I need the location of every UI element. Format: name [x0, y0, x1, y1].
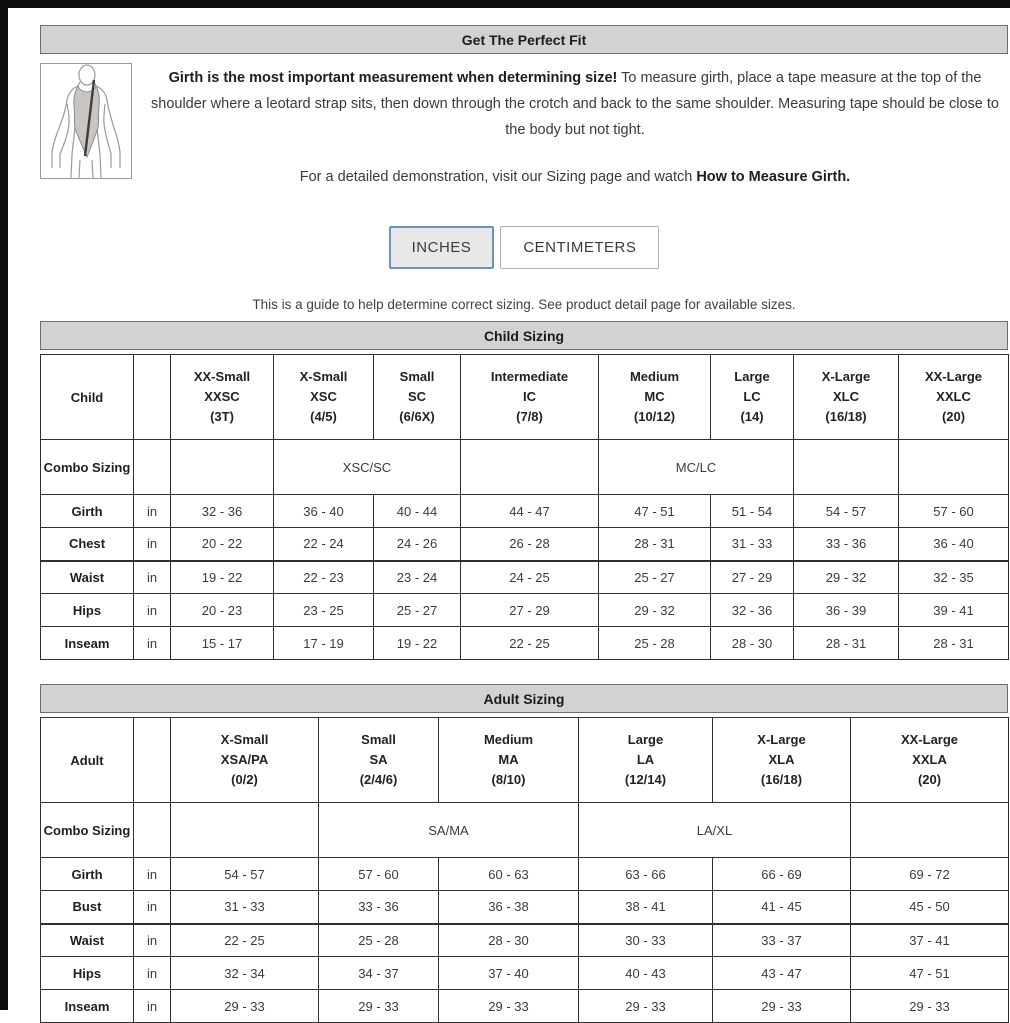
value-cell: 69 - 72 [851, 858, 1009, 891]
size-name: Large [627, 732, 664, 747]
value-cell: 25 - 27 [374, 594, 461, 627]
unit-cell: in [134, 957, 171, 990]
demo-line-bold: How to Measure Girth. [696, 169, 851, 185]
value-cell: 29 - 32 [794, 561, 899, 594]
measurement-label: Girth [41, 858, 134, 891]
value-cell: 38 - 41 [579, 891, 713, 924]
value-cell: 20 - 22 [171, 528, 274, 561]
value-cell: 30 - 33 [579, 924, 713, 957]
unit-cell: in [134, 990, 171, 1023]
centimeters-button[interactable]: CENTIMETERS [500, 226, 659, 269]
size-code: XXLC [936, 389, 971, 404]
girth-instructions-paragraph [144, 65, 1006, 143]
value-cell: 31 - 33 [711, 528, 794, 561]
value-cell: 34 - 37 [319, 957, 439, 990]
value-cell: 32 - 36 [711, 594, 794, 627]
measurement-label: Chest [41, 528, 134, 561]
value-cell: 28 - 31 [899, 627, 1009, 660]
table-row [41, 990, 1009, 1023]
value-cell: 37 - 41 [851, 924, 1009, 957]
value-cell: 25 - 27 [599, 561, 711, 594]
size-column-header [794, 355, 899, 440]
value-cell: 27 - 29 [461, 594, 599, 627]
value-cell: 27 - 29 [711, 561, 794, 594]
leotard-figure-image [40, 63, 132, 179]
sizing-guide-note: This is a guide to help determine correct sizing. See product detail page for available sizes. [252, 297, 796, 312]
combo-cell [461, 440, 599, 495]
measurement-label: Waist [41, 561, 134, 594]
measurement-label: Inseam [41, 627, 134, 660]
table-row [41, 495, 1009, 528]
value-cell: 25 - 28 [599, 627, 711, 660]
size-code: XSA/PA [220, 752, 269, 767]
demo-line-text: For a detailed demonstration, visit our Sizing page and watch [299, 169, 697, 185]
measurement-label: Hips [41, 957, 134, 990]
value-cell: 36 - 40 [274, 495, 374, 528]
size-code: XSC [310, 389, 337, 404]
value-cell: 60 - 63 [439, 858, 579, 891]
value-cell: 23 - 24 [374, 561, 461, 594]
size-code: SA [369, 752, 388, 767]
value-cell: 29 - 33 [851, 990, 1009, 1023]
child-label: Child [41, 355, 134, 440]
size-code: LA [636, 752, 655, 767]
combo-cell: SA/MA [319, 803, 579, 858]
value-cell: 43 - 47 [713, 957, 851, 990]
measurement-label: Hips [41, 594, 134, 627]
size-name: Small [399, 369, 435, 384]
size-code: XLC [833, 389, 859, 404]
table-row [41, 891, 1009, 924]
size-column-header [899, 355, 1009, 440]
size-name: XX-Large [900, 732, 959, 747]
unit-header-cell [134, 355, 171, 440]
size-name: Large [734, 369, 770, 384]
combo-cell [899, 440, 1009, 495]
value-cell: 29 - 32 [599, 594, 711, 627]
value-cell: 29 - 33 [171, 990, 319, 1023]
size-name: X-Large [821, 369, 871, 384]
value-cell: 37 - 40 [439, 957, 579, 990]
value-cell: 28 - 30 [439, 924, 579, 957]
girth-instructions-bold: Girth is the most important measurement when determining size! [168, 70, 618, 86]
size-column-header [713, 718, 851, 803]
measurement-label: Waist [41, 924, 134, 957]
size-column-header [319, 718, 439, 803]
size-range: (12/14) [624, 772, 667, 787]
value-cell: 54 - 57 [794, 495, 899, 528]
value-cell: 66 - 69 [713, 858, 851, 891]
adult-sizing-title: Adult Sizing [40, 684, 1008, 713]
size-name: Intermediate [490, 369, 569, 384]
size-name: X-Large [757, 732, 806, 747]
value-cell: 39 - 41 [899, 594, 1009, 627]
table-row [41, 561, 1009, 594]
size-range: (0/2) [231, 772, 258, 787]
size-column-header [374, 355, 461, 440]
value-cell: 57 - 60 [899, 495, 1009, 528]
value-cell: 45 - 50 [851, 891, 1009, 924]
value-cell: 63 - 66 [579, 858, 713, 891]
size-name: X-Small [220, 732, 269, 747]
child-sizing-table [40, 354, 1009, 660]
frame-left-bar [0, 0, 8, 1010]
value-cell: 31 - 33 [171, 891, 319, 924]
value-cell: 54 - 57 [171, 858, 319, 891]
size-code: MC [644, 389, 665, 404]
unit-cell: in [134, 528, 171, 561]
unit-header-cell [134, 718, 171, 803]
value-cell: 26 - 28 [461, 528, 599, 561]
size-name: Medium [483, 732, 534, 747]
table-row [41, 924, 1009, 957]
unit-cell-empty [134, 803, 171, 858]
combo-cell: XSC/SC [274, 440, 461, 495]
measurement-label: Girth [41, 495, 134, 528]
size-range: (20) [941, 409, 966, 424]
size-code: SC [407, 389, 427, 404]
unit-toggle [40, 226, 1008, 269]
value-cell: 15 - 17 [171, 627, 274, 660]
size-range: (3T) [210, 409, 234, 424]
value-cell: 28 - 31 [794, 627, 899, 660]
size-column-header [439, 718, 579, 803]
unit-cell: in [134, 891, 171, 924]
size-range: (14) [740, 409, 764, 424]
combo-sizing-label: Combo Sizing [41, 803, 134, 858]
intro-section [40, 61, 1008, 190]
measurement-label: Bust [41, 891, 134, 924]
value-cell: 33 - 36 [319, 891, 439, 924]
combo-cell [851, 803, 1009, 858]
value-cell: 44 - 47 [461, 495, 599, 528]
value-cell: 40 - 43 [579, 957, 713, 990]
combo-cell: MC/LC [599, 440, 794, 495]
value-cell: 36 - 39 [794, 594, 899, 627]
table-row [41, 528, 1009, 561]
value-cell: 22 - 24 [274, 528, 374, 561]
value-cell: 40 - 44 [374, 495, 461, 528]
size-name: X-Small [299, 369, 348, 384]
unit-cell: in [134, 594, 171, 627]
value-cell: 32 - 36 [171, 495, 274, 528]
adult-sizing-section [40, 684, 1008, 1023]
size-range: (16/18) [760, 772, 803, 787]
value-cell: 32 - 34 [171, 957, 319, 990]
size-code: MA [498, 752, 519, 767]
size-range: (16/18) [825, 409, 867, 424]
size-range: (6/6X) [399, 409, 435, 424]
value-cell: 19 - 22 [171, 561, 274, 594]
size-column-header [711, 355, 794, 440]
size-code: XLA [768, 752, 795, 767]
size-header-row [41, 718, 1009, 803]
value-cell: 22 - 25 [171, 924, 319, 957]
child-sizing-title: Child Sizing [40, 321, 1008, 350]
size-name: XX-Small [193, 369, 251, 384]
value-cell: 47 - 51 [599, 495, 711, 528]
value-cell: 20 - 23 [171, 594, 274, 627]
combo-cell [794, 440, 899, 495]
value-cell: 29 - 33 [713, 990, 851, 1023]
adult-sizing-table [40, 717, 1009, 1023]
unit-cell: in [134, 561, 171, 594]
table-row [41, 594, 1009, 627]
size-range: (20) [917, 772, 942, 787]
size-range: (7/8) [516, 409, 543, 424]
value-cell: 28 - 30 [711, 627, 794, 660]
unit-cell-empty [134, 440, 171, 495]
combo-cell [171, 803, 319, 858]
frame-top-bar [0, 0, 1010, 8]
table-row [41, 858, 1009, 891]
adult-label: Adult [41, 718, 134, 803]
value-cell: 32 - 35 [899, 561, 1009, 594]
table-row [41, 627, 1009, 660]
size-column-header [274, 355, 374, 440]
value-cell: 29 - 33 [579, 990, 713, 1023]
value-cell: 57 - 60 [319, 858, 439, 891]
size-range: (8/10) [491, 772, 526, 787]
value-cell: 29 - 33 [439, 990, 579, 1023]
size-range: (10/12) [633, 409, 676, 424]
value-cell: 22 - 25 [461, 627, 599, 660]
value-cell: 25 - 28 [319, 924, 439, 957]
measurement-label: Inseam [41, 990, 134, 1023]
value-cell: 41 - 45 [713, 891, 851, 924]
size-column-header [599, 355, 711, 440]
combo-sizing-row [41, 803, 1009, 858]
value-cell: 23 - 25 [274, 594, 374, 627]
size-range: (4/5) [310, 409, 337, 424]
value-cell: 36 - 38 [439, 891, 579, 924]
size-code: XXSC [204, 389, 240, 404]
value-cell: 51 - 54 [711, 495, 794, 528]
girth-instructions-rest: To measure girth, place a tape measure at the top of the shoulder where a leotard strap sits, then down through the crotch and back to the same shoulder. Measuring tape should be close to the body but not tight. [151, 70, 999, 138]
value-cell: 19 - 22 [374, 627, 461, 660]
size-name: Medium [629, 369, 680, 384]
unit-cell: in [134, 495, 171, 528]
size-header-row [41, 355, 1009, 440]
value-cell: 24 - 26 [374, 528, 461, 561]
value-cell: 24 - 25 [461, 561, 599, 594]
value-cell: 36 - 40 [899, 528, 1009, 561]
value-cell: 47 - 51 [851, 957, 1009, 990]
value-cell: 33 - 37 [713, 924, 851, 957]
combo-cell: LA/XL [579, 803, 851, 858]
size-name: Small [361, 732, 396, 747]
combo-sizing-label: Combo Sizing [41, 440, 134, 495]
value-cell: 28 - 31 [599, 528, 711, 561]
size-code: IC [523, 389, 536, 404]
size-range: (2/4/6) [359, 772, 398, 787]
unit-cell: in [134, 858, 171, 891]
size-column-header [171, 718, 319, 803]
size-column-header [851, 718, 1009, 803]
size-column-header [461, 355, 599, 440]
size-code: LC [743, 389, 761, 404]
girth-instructions [132, 61, 1008, 190]
unit-cell: in [134, 627, 171, 660]
inches-button[interactable]: INCHES [389, 226, 495, 269]
size-name: XX-Large [924, 369, 983, 384]
child-sizing-section [40, 321, 1008, 660]
unit-cell: in [134, 924, 171, 957]
leotard-girth-icon [41, 64, 131, 178]
combo-cell [171, 440, 274, 495]
value-cell: 22 - 23 [274, 561, 374, 594]
combo-sizing-row [41, 440, 1009, 495]
size-column-header [579, 718, 713, 803]
value-cell: 29 - 33 [319, 990, 439, 1023]
page-content [40, 25, 1008, 1023]
demo-line [144, 164, 1006, 190]
size-column-header [171, 355, 274, 440]
size-code: XXLA [912, 752, 947, 767]
table-row [41, 957, 1009, 990]
value-cell: 33 - 36 [794, 528, 899, 561]
page-title: Get The Perfect Fit [40, 25, 1008, 54]
value-cell: 17 - 19 [274, 627, 374, 660]
